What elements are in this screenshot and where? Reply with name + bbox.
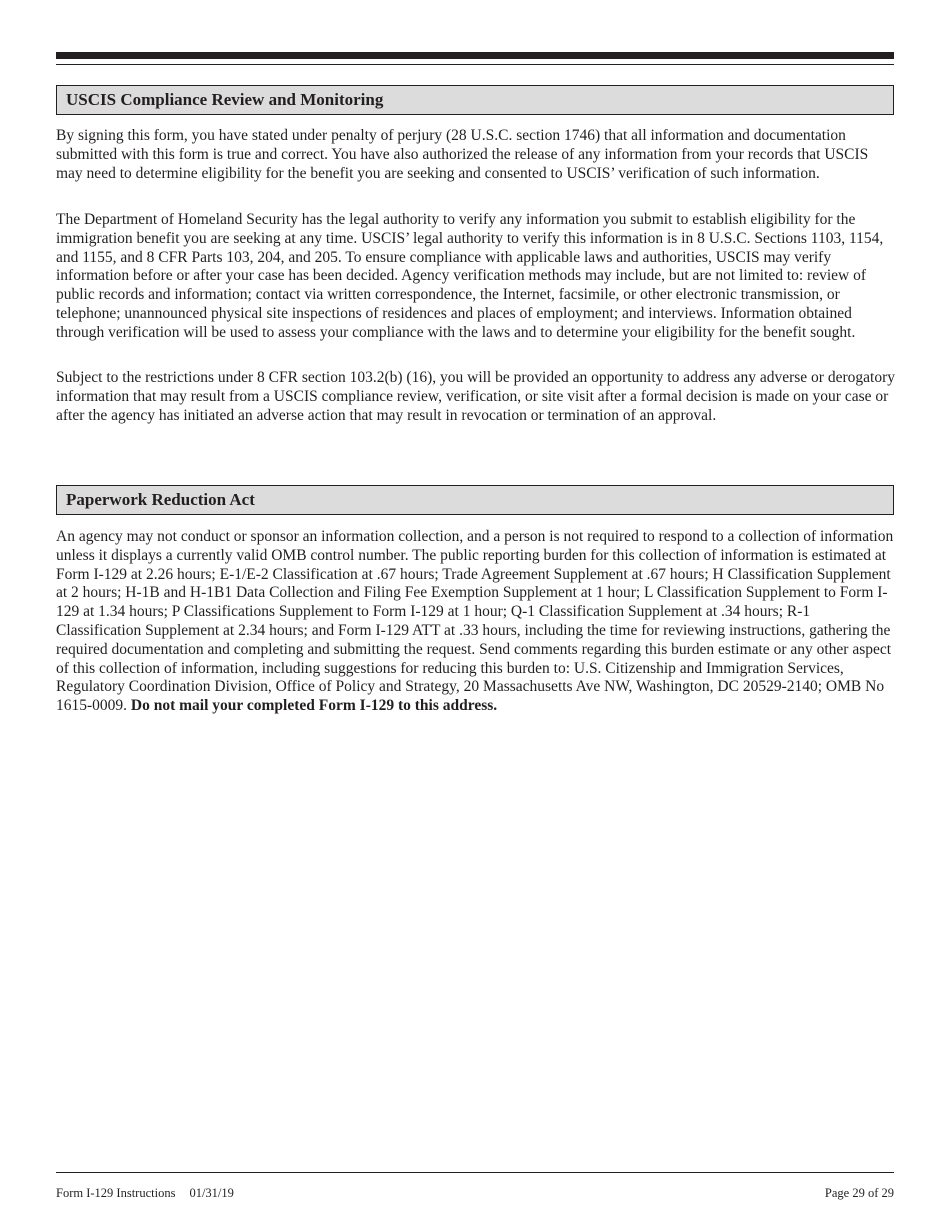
section-header-paperwork-reduction-act [56,485,894,515]
footer-form-name: Form I-129 Instructions [56,1186,176,1200]
section-title: Paperwork Reduction Act [66,490,255,509]
compliance-paragraph-3: Subject to the restrictions under 8 CFR section 103.2(b) (16), you will be provided an opportunity to address any adverse or derogatory information that may result from a USCIS compliance review, verification, or site visit after a formal decision is made on your case or after the agency has initiated an adverse action that may result in revocation or termination of an approval. [56,369,895,424]
compliance-paragraph-2: The Department of Homeland Security has the legal authority to verify any information you submit to establish eligibility for the immigration benefit you are seeking at any time. USCIS’ legal authority to verify this information is in 8 U.S.C. Sections 1103, 1154, and 1155, and 8 CFR Parts 103, 204, and 205. To ensure compliance with applicable laws and authorities, USCIS may verify information before or after your case has been decided. Agency verification methods may include, but are not limited to: review of public records and information; contact via written correspondence, the Internet, facsimile, or other electronic transmission, or telephone; unannounced physical site inspections of residences and places of employment; and interviews. Information obtained through verification will be used to assess your compliance with the laws and to determine your eligibility for the benefit sought. [56,211,884,341]
do-not-mail-note: Do not mail your completed Form I-129 to this address. [130,697,498,715]
paperwork-paragraph [56,528,896,716]
section-header-compliance-review [56,85,894,115]
paperwork-paragraph-text: An agency may not conduct or sponsor an information collection, and a person is not required to respond to a collection of information unless it displays a currently valid OMB control number. The public reporting burden for this collection of information is estimated at Form I-129 at 2.26 hours; E-1/E-2 Classification at .67 hours; Trade Agreement Supplement at .67 hours; H Classification Supplement at 2 hours; H-1B and H-1B1 Data Collection and Filing Fee Exemption Supplement at 1 hour; L Classification Supplement to Form I-129 at 1.34 hours; P Classifications Supplement to Form I-129 at 1 hour; Q-1 Classification Supplement at .34 hours; R-1 Classification Supplement at 2.34 hours; and Form I-129 ATT at .33 hours, including the time for reviewing instructions, gathering the required documentation and completing and submitting the request. Send comments regarding this burden estimate or any other aspect of this collection of information, including suggestions for reducing this burden to: U.S. Citizenship and Immigration Services, Regulatory Coordination Division, Office of Policy and Strategy, 20 Massachusetts Ave NW, Washington, DC 20529-2140; OMB No 1615-0009. [56,528,894,715]
header-rule-thick [56,52,894,59]
footer-rule [56,1172,894,1173]
section-title: USCIS Compliance Review and Monitoring [66,90,384,109]
footer-form-id [56,1185,234,1201]
footer-edition-date: 01/31/19 [189,1186,234,1200]
compliance-paragraph-1: By signing this form, you have stated under penalty of perjury (28 U.S.C. section 1746) that all information and documentation submitted with this form is true and correct. You have also authorized the release of any information from your records that USCIS may need to determine eligibility for the benefit you are seeking and consented to USCIS’ verification of such information. [56,127,869,182]
footer-page-number: Page 29 of 29 [824,1186,894,1200]
header-rule-thin [56,64,894,65]
